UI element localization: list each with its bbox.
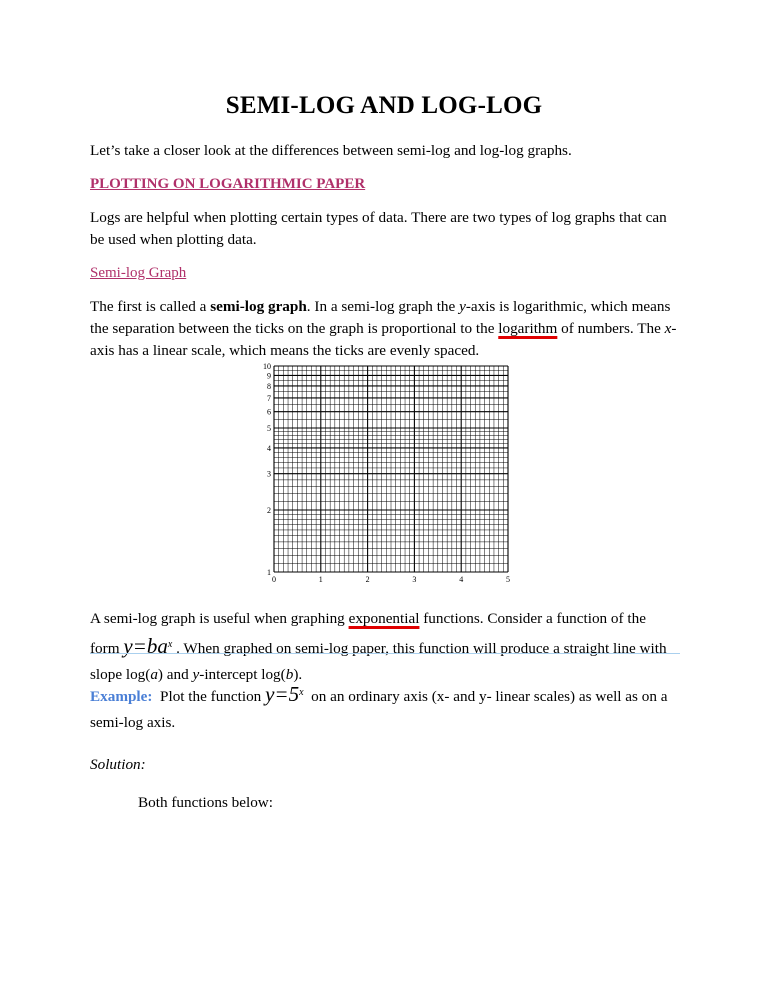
formula-exponent: x — [167, 639, 173, 650]
y-axis-labels — [263, 362, 271, 577]
text-run: functions. Consider a function of the — [419, 610, 646, 627]
y-tick-label: 3 — [267, 469, 271, 479]
both-functions-text: Both functions below: — [138, 794, 273, 811]
italic-var: x — [664, 320, 672, 337]
x-tick-label: 4 — [459, 575, 464, 584]
x-tick-label: 0 — [272, 575, 276, 584]
text-run: Plot the function — [152, 688, 266, 706]
section-heading-link[interactable]: PLOTTING ON LOGARITHMIC PAPER — [90, 176, 366, 192]
divider-rule — [90, 653, 680, 654]
text-run: form — [90, 640, 124, 658]
example-paragraph — [90, 680, 690, 736]
semilog-paragraph — [90, 296, 680, 362]
y-tick-label: 1 — [267, 568, 271, 577]
italic-var: a — [150, 666, 158, 684]
text-run: of numbers. The — [557, 320, 665, 337]
subheading-link[interactable]: Semi-log Graph — [90, 265, 187, 281]
y-tick-label: 5 — [267, 424, 271, 434]
semilog-graph — [256, 360, 520, 586]
text-run: -axis is logarithmic, which means the separation between the ticks on the graph is proportional to the — [90, 298, 671, 337]
text-run: on an ordinary axis (x- and y- linear scales) as well as on a — [303, 688, 668, 706]
x-tick-label: 3 — [412, 575, 417, 584]
intro-paragraph: Let’s take a closer look at the differences between semi-log and log-log graphs. — [90, 142, 572, 159]
y-tick-label: 10 — [263, 362, 271, 371]
text-run: semi-log axis. — [90, 714, 176, 732]
text-run: ). — [293, 666, 303, 684]
section-heading[interactable] — [90, 173, 680, 195]
page-title: SEMI-LOG AND LOG-LOG — [225, 92, 543, 119]
text-run: . In a semi-log graph the — [306, 298, 460, 315]
spellcheck-word[interactable]: exponential — [348, 610, 420, 627]
italic-var: y — [459, 298, 466, 315]
y-tick-label: 4 — [267, 443, 271, 453]
bold-term: semi-log graph — [210, 298, 307, 315]
italic-var: b — [285, 666, 294, 684]
example-label: Example: — [90, 688, 153, 706]
solution-text: Solution: — [90, 756, 146, 773]
y-tick-label: 2 — [267, 505, 271, 515]
formula: y=5 — [265, 682, 300, 707]
logs-paragraph: Logs are helpful when plotting certain types of data. There are two types of log graphs that can be used when plotting data. — [90, 209, 667, 248]
text-run: -axis has a linear scale, which means the ticks are evenly spaced. — [90, 320, 677, 359]
formula-exponent: x — [299, 687, 304, 698]
spellcheck-word[interactable]: logarithm — [498, 320, 558, 337]
y-tick-label: 8 — [267, 381, 271, 391]
x-axis-labels — [272, 575, 510, 584]
y-tick-label: 9 — [267, 371, 271, 381]
text-run: ) and — [157, 666, 193, 684]
formula: y=ba — [123, 634, 168, 659]
text-run: A semi-log graph is useful when graphing — [90, 610, 349, 627]
text-run: . When graphed on semi-log paper, this function will produce a straight line with — [172, 640, 667, 658]
text-run: -intercept log( — [199, 666, 286, 684]
y-tick-label: 6 — [267, 407, 271, 417]
x-tick-label: 2 — [365, 575, 370, 584]
x-tick-label: 1 — [318, 575, 323, 584]
x-tick-label: 5 — [506, 575, 510, 584]
italic-var: y — [192, 666, 200, 684]
subheading[interactable] — [90, 262, 680, 284]
graph-grid — [274, 366, 508, 572]
y-tick-label: 7 — [267, 393, 271, 403]
text-run: slope log( — [90, 666, 151, 684]
useful-paragraph — [90, 606, 680, 688]
text-run: The first is called a — [90, 298, 211, 315]
solution-label — [90, 754, 680, 776]
